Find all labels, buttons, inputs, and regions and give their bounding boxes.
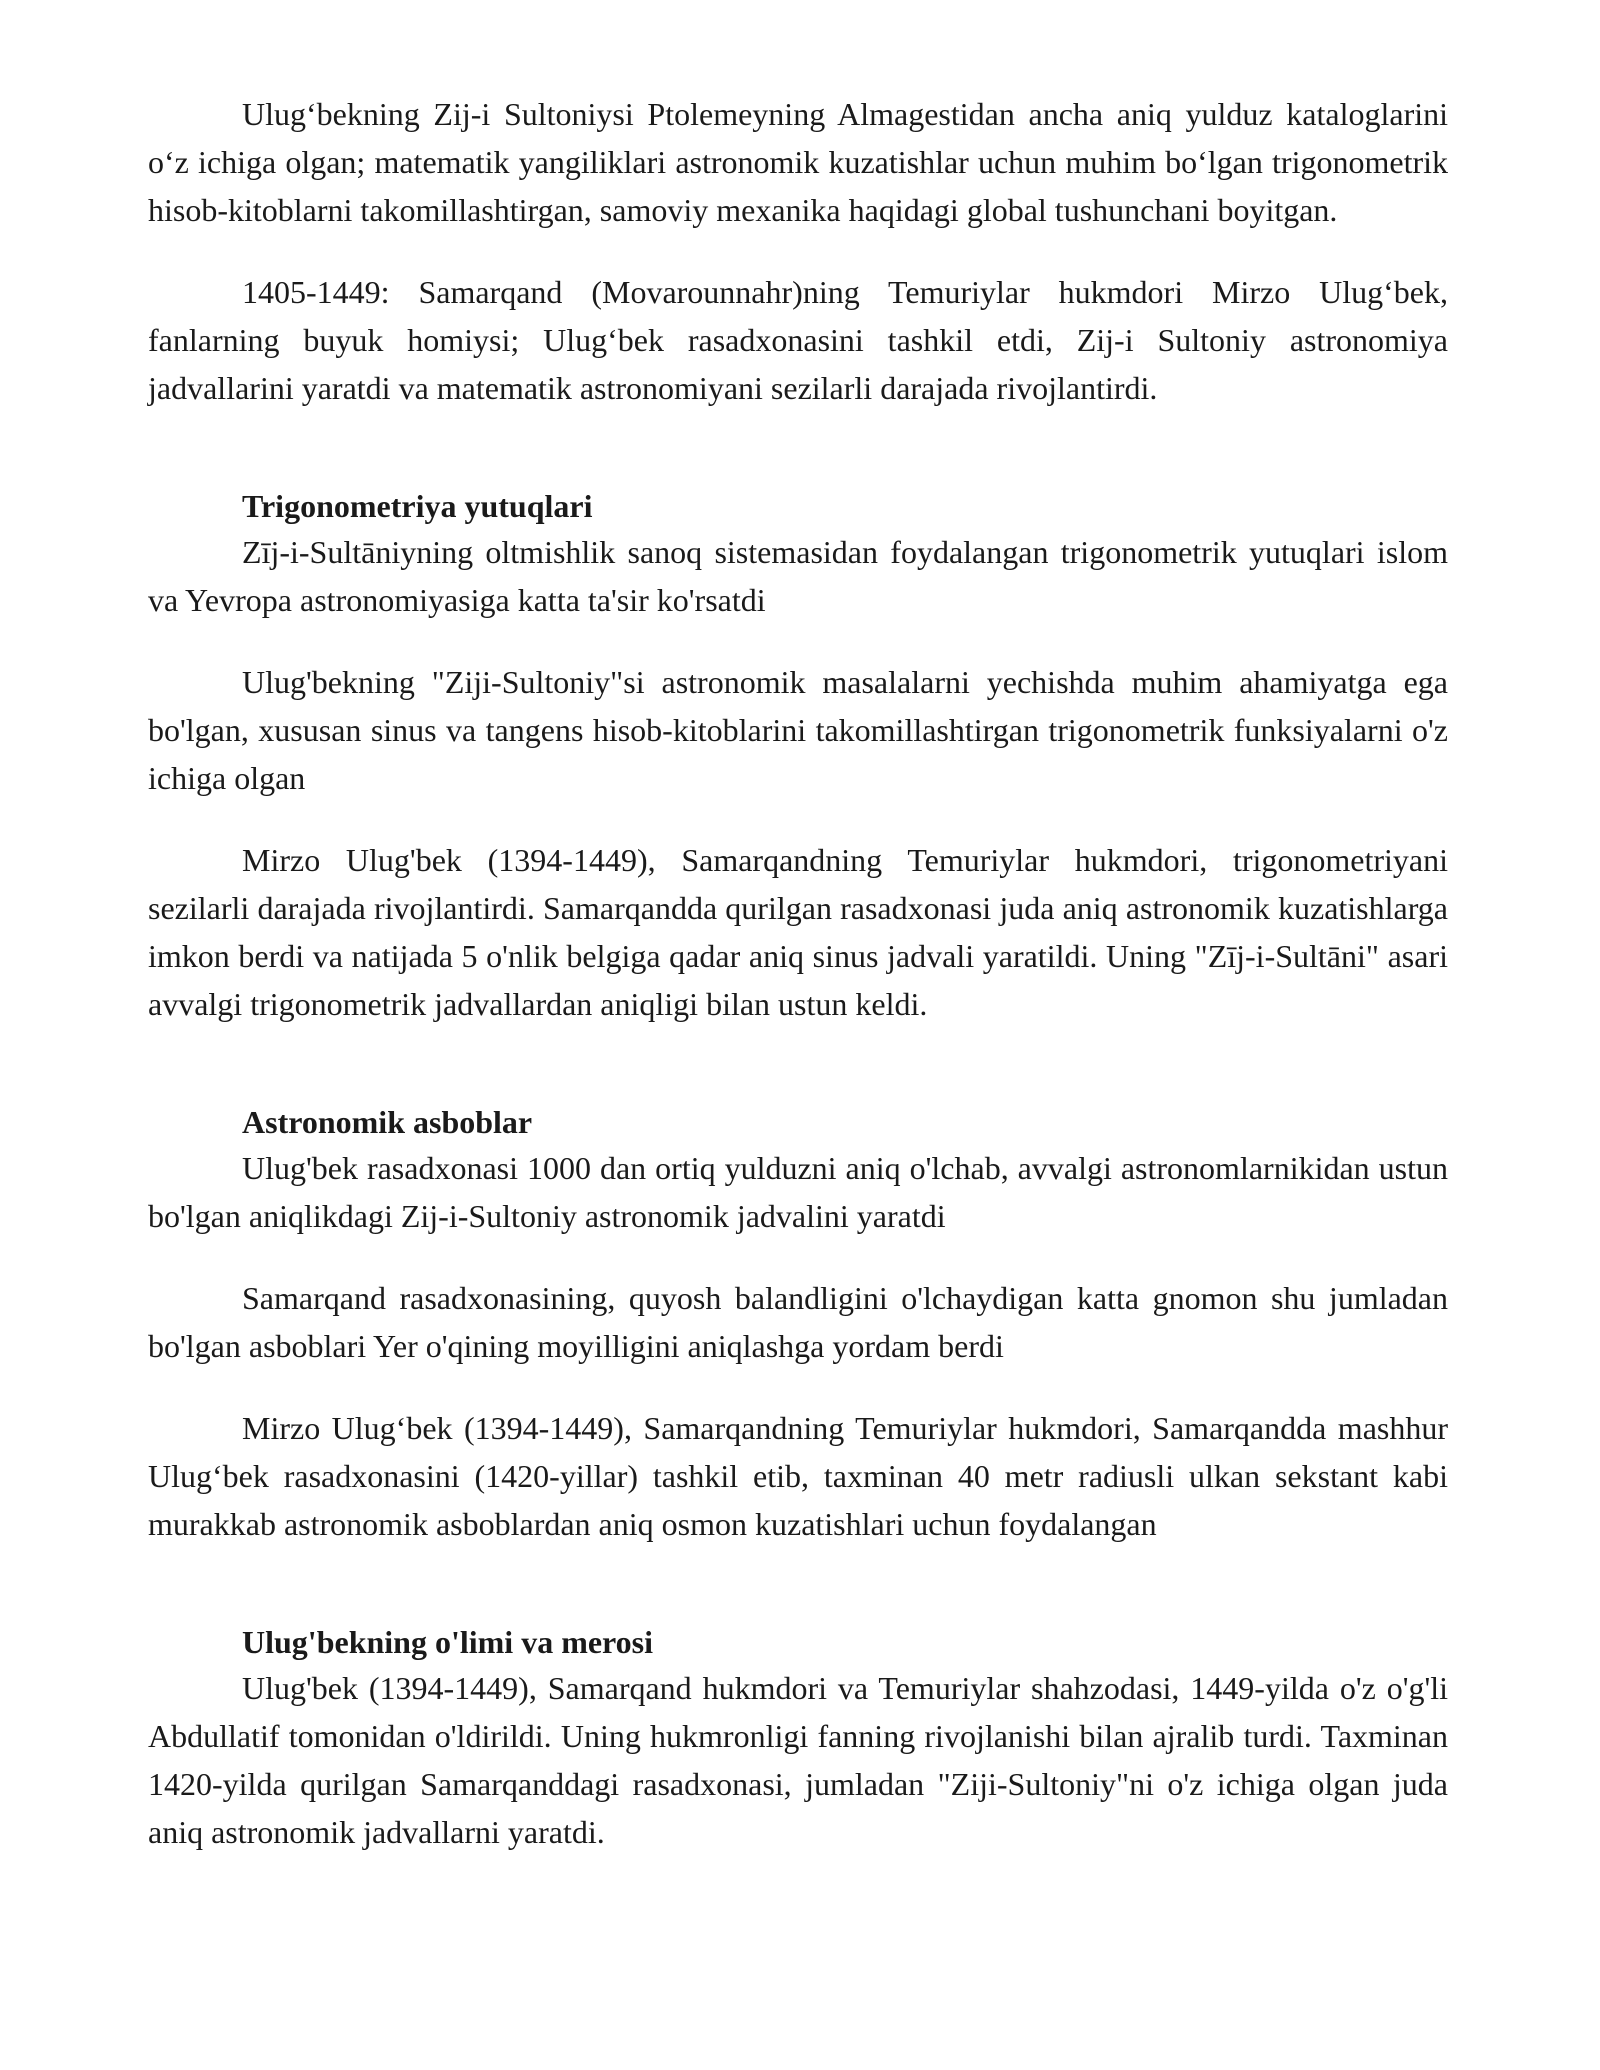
section-paragraph: Mirzo Ulug‘bek (1394-1449), Samarqandning Temuriylar hukmdori, Samarqandda mashhur Ulug‘bek rasadxonasini (1420-yillar) tashkil etib, taxminan 40 metr radiusli ulkan sekstant kabi murakkab astronomik asboblardan aniq osmon kuzatishlari uchun foydalangan (148, 1410, 1448, 1542)
section-paragraph: Ulug'bek (1394-1449), Samarqand hukmdori va Temuriylar shahzodasi, 1449-yilda o'z o'g'li Abdullatif tomonidan o'ldirildi. Uning hukmronligi fanning rivojlanishi bilan ajralib turdi. Taxminan 1420-yilda qurilgan Samarqanddagi rasadxonasi, jumladan "Ziji-Sultoniy"ni o'z ichiga olgan juda aniq astronomik jadvallarni yaratdi. (148, 1670, 1448, 1850)
section-paragraph: Zīj-i-Sultāniyning oltmishlik sanoq sistemasidan foydalangan trigonometrik yutuqlari islom va Yevropa astronomiyasiga katta ta'sir ko'rsatdi (148, 534, 1448, 618)
section-paragraph: Samarqand rasadxonasining, quyosh balandligini o'lchaydigan katta gnomon shu jumladan bo'lgan asboblari Yer o'qining moyilligini aniqlashga yordam berdi (148, 1280, 1448, 1364)
section-paragraph: Ulug'bekning "Ziji-Sultoniy"si astronomik masalalarni yechishda muhim ahamiyatga ega bo'lgan, xususan sinus va tangens hisob-kitoblarini takomillashtirgan trigonometrik funksiyalarni o'z ichiga olgan (148, 664, 1448, 796)
intro-paragraph: 1405-1449: Samarqand (Movarounnahr)ning Temuriylar hukmdori Mirzo Ulug‘bek, fanlarning buyuk homiysi; Ulug‘bek rasadxonasini tashkil etdi, Zij-i Sultoniy astronomiya jadvallarini yaratdi va matematik astronomiyani sezilarli darajada rivojlantirdi. (148, 274, 1448, 406)
section-spacer (148, 1582, 1448, 1620)
section-paragraph: Mirzo Ulug'bek (1394-1449), Samarqandning Temuriylar hukmdori, trigonometriyani sezilarli darajada rivojlantirdi. Samarqandda qurilgan rasadxonasi juda aniq astronomik kuzatishlarga imkon berdi va natijada 5 o'nlik belgiga qadar aniq sinus jadvali yaratildi. Uning "Zīj-i-Sultāni" asari avvalgi trigonometrik jadvallardan aniqligi bilan ustun keldi. (148, 842, 1448, 1022)
section-heading: Astronomik asboblar (242, 1104, 533, 1140)
section-spacer (148, 446, 1448, 484)
intro-paragraph: Ulug‘bekning Zij-i Sultoniysi Ptolemeyning Almagestidan ancha aniq yulduz kataloglarini o‘z ichiga olgan; matematik yangiliklari astronomik kuzatishlar uchun muhim bo‘lgan trigonometrik hisob-kitoblarni takomillashtirgan, samoviy mexanika haqidagi global tushunchani boyitgan. (148, 96, 1448, 228)
section-legacy (148, 1620, 1448, 1856)
section-spacer (148, 1062, 1448, 1100)
section-paragraph: Ulug'bek rasadxonasi 1000 dan ortiq yulduzni aniq o'lchab, avvalgi astronomlarnikidan ustun bo'lgan aniqlikdagi Zij-i-Sultoniy astronomik jadvalini yaratdi (148, 1150, 1448, 1234)
document-page (148, 90, 1448, 1890)
section-instruments (148, 1100, 1448, 1548)
section-heading: Ulug'bekning o'limi va merosi (242, 1624, 654, 1660)
section-heading: Trigonometriya yutuqlari (242, 488, 593, 524)
section-trigonometry (148, 484, 1448, 1028)
